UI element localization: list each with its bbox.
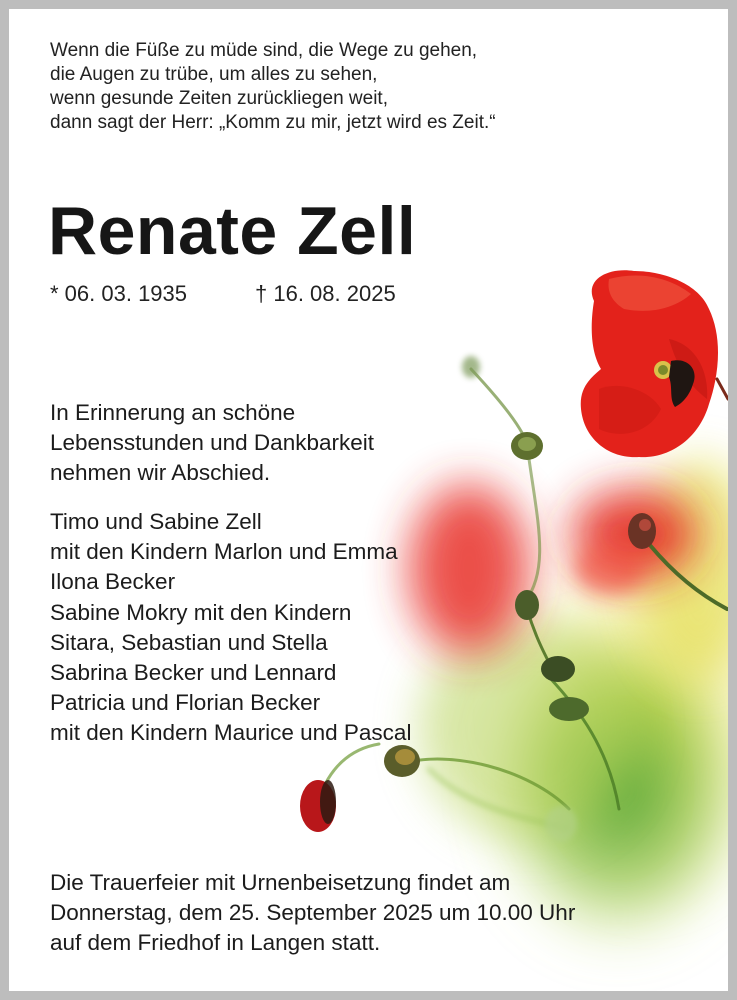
mourner-line: Timo und Sabine Zell	[50, 509, 262, 534]
poem-line: wenn gesunde Zeiten zurückliegen weit,	[50, 88, 388, 109]
poem-line: die Augen zu trübe, um alles zu sehen,	[50, 64, 378, 85]
service-line: Donnerstag, dem 25. September 2025 um 10.00 Uhr	[50, 900, 576, 925]
memory-text	[50, 398, 374, 489]
service-line: auf dem Friedhof in Langen statt.	[50, 930, 381, 955]
poem	[50, 39, 496, 135]
mourner-line: mit den Kindern Marlon und Emma	[50, 539, 398, 565]
mourner-line: Sabine Mokry mit den Kindern	[50, 599, 352, 625]
poem-line: Wenn die Füße zu müde sind, die Wege zu gehen,	[50, 40, 478, 61]
funeral-service-info	[50, 868, 575, 958]
deceased-name: Renate Zell	[48, 193, 417, 269]
mourner-line: Patricia und Florian Becker	[50, 690, 321, 716]
mourner-line: Sitara, Sebastian und Stella	[50, 629, 328, 655]
memory-line: Lebensstunden und Dankbarkeit	[50, 430, 374, 456]
service-line: Die Trauerfeier mit Urnenbeisetzung findet am	[50, 870, 511, 895]
mourner-line: Ilona Becker	[50, 569, 176, 595]
mourner-line: mit den Kindern Maurice und Pascal	[50, 720, 412, 746]
memory-line: In Erinnerung an schöne	[50, 400, 296, 425]
death-date: † 16. 08. 2025	[255, 281, 396, 306]
mourner-line: Sabrina Becker und Lennard	[50, 660, 337, 686]
birth-date: * 06. 03. 1935	[50, 281, 188, 306]
mourners-list	[50, 507, 411, 749]
poppy-flowers-illustration	[9, 9, 728, 991]
obituary-card	[9, 9, 728, 991]
poem-line: dann sagt der Herr: „Komm zu mir, jetzt wird es Zeit.“	[50, 112, 496, 133]
memory-line: nehmen wir Abschied.	[50, 460, 271, 486]
